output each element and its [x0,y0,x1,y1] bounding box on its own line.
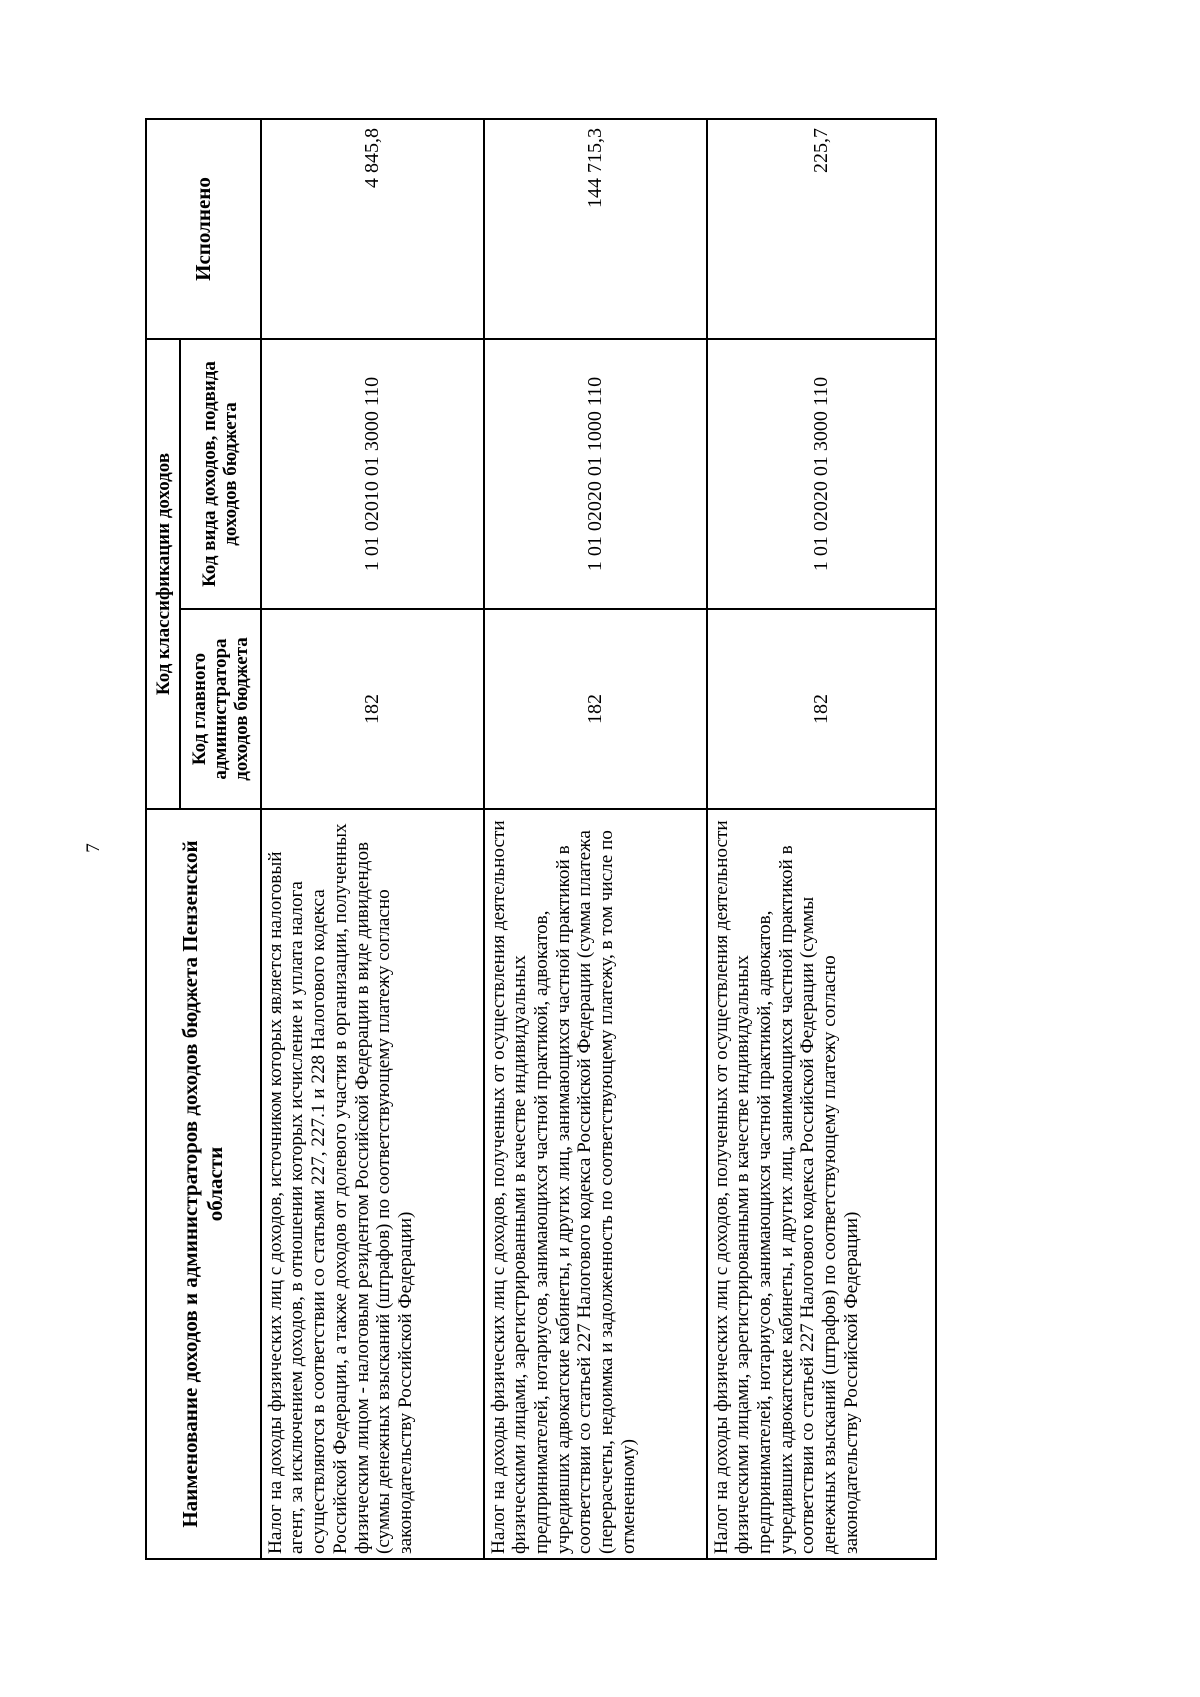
row-name: Налог на доходы физических лиц с доходов, источником которых является налоговый агент, за исключением доходов, в отношении которых исчисление и уплата налога осуществляются в соответствии со статьями 227, 227.1 и 228 Налогового кодекса Российской Федерации, а также доходов от долевого участия в организации, полученных физическим лицом - налоговым резидентом Российской Федерации в виде дивидендов (суммы денежных взысканий (штрафов) по соответствующему платежу согласно законодательству Российской Федерации) [261,809,484,1559]
row-income-code: 1 01 02020 01 1000 110 [484,339,707,609]
header-income-code: Код вида доходов, подвида доходов бюджета [180,339,260,609]
header-row-1 [146,119,180,1559]
header-name: Наименование доходов и администраторов доходов бюджета Пензенской области [146,809,261,1559]
row-income-code: 1 01 02010 01 3000 110 [261,339,484,609]
header-classification: Код классификации доходов [146,339,180,809]
row-name: Налог на доходы физических лиц с доходов, полученных от осуществления деятельности физическими лицами, зарегистрированными в качестве индивидуальных предпринимателей, нотариусов, занимающихся частной практикой, адвокатов, учредивших адвокатские кабинеты, и других лиц, занимающихся частной практикой в соответствии со статьей 227 Налогового кодекса Российской Федерации (сумма платежа (перерасчеты, недоимка и задолженность по соответствующему платежу, в том числе по отмененному) [484,809,707,1559]
revenue-table-container [145,120,937,1560]
table-row [484,119,707,1559]
row-admin-code: 182 [707,609,936,809]
row-admin-code: 182 [261,609,484,809]
row-name: Налог на доходы физических лиц с доходов, полученных от осуществления деятельности физическими лицами, зарегистрированными в качестве индивидуальных предпринимателей, нотариусов, занимающихся частной практикой, адвокатов, учредивших адвокатские кабинеты, и других лиц, занимающихся частной практикой в соответствии со статьей 227 Налогового кодекса Российской Федерации (суммы денежных взысканий (штрафов) по соответствующему платежу согласно законодательству Российской Федерации) [707,809,936,1559]
page-number: 7 [83,843,104,853]
row-executed: 4 845,8 [261,119,484,339]
revenue-table [145,118,937,1560]
row-admin-code: 182 [484,609,707,809]
table-row [261,119,484,1559]
row-executed: 144 715,3 [484,119,707,339]
table-row [707,119,936,1559]
row-income-code: 1 01 02020 01 3000 110 [707,339,936,609]
row-executed: 225,7 [707,119,936,339]
header-executed: Исполнено [146,119,261,339]
header-admin-code: Код главного администратора доходов бюджета [180,609,260,809]
